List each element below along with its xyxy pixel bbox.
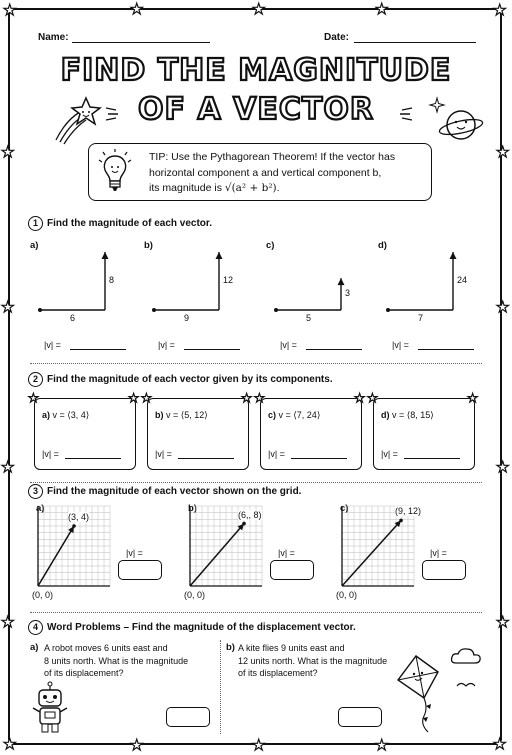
word-problem-line: 12 units north. What is the magnitude	[238, 655, 388, 666]
problem-label: a)	[42, 410, 51, 420]
tail-point	[386, 308, 390, 312]
date-field[interactable]	[354, 42, 476, 43]
tip-period: .	[276, 182, 280, 194]
horizontal-length: 7	[418, 313, 424, 323]
star-icon: ★	[493, 736, 507, 753]
coordinate-grid	[342, 506, 424, 596]
star-icon: ★	[1, 459, 15, 476]
problem-label: d)	[381, 410, 390, 420]
star-icon: ★	[254, 391, 265, 405]
section-divider	[30, 612, 482, 613]
star-icon: ★	[1, 299, 15, 316]
star-icon: ★	[1, 614, 15, 631]
origin-label: (0, 0)	[184, 590, 206, 600]
vector-components: v = ⟨5, 12⟩	[166, 410, 208, 420]
endpoint	[399, 519, 403, 523]
answer-label: |v| =	[381, 449, 398, 459]
vector-arrow	[342, 520, 401, 586]
page-title-line2: OF A VECTOR	[138, 92, 374, 127]
answer-label: |v| =	[155, 449, 172, 459]
star-icon: ★	[252, 737, 266, 754]
shooting-star-icon	[52, 96, 102, 146]
problem-label: c)	[340, 503, 349, 514]
star-icon: ★	[375, 1, 389, 18]
endpoint-label: (3, 4)	[68, 512, 90, 522]
horizontal-length: 6	[70, 313, 76, 323]
origin-label: (0, 0)	[336, 590, 358, 600]
answer-line[interactable]	[404, 458, 460, 459]
section-number: 2	[28, 372, 43, 387]
answer-box[interactable]	[166, 707, 210, 727]
tip-line-2: horizontal component a and vertical component b,	[149, 166, 382, 179]
word-problem-line: A kite flies 9 units east and	[238, 643, 345, 653]
vertical-length: 3	[345, 288, 351, 299]
planet-icon	[438, 104, 484, 144]
word-problem-b-label: b)	[226, 642, 235, 653]
section-divider	[30, 363, 482, 364]
star-icon: ★	[28, 391, 39, 405]
component-question	[42, 410, 89, 421]
answer-label: |v| =	[278, 548, 295, 558]
name-label: Name:	[38, 32, 69, 43]
tail-point	[274, 308, 278, 312]
problem-label: b)	[155, 410, 164, 420]
vertical-length: 12	[223, 275, 234, 285]
origin-label: (0, 0)	[32, 590, 54, 600]
problem-label: d)	[378, 240, 387, 251]
word-problem-line: A robot moves 6 units east and	[44, 643, 168, 653]
tail-point	[152, 308, 156, 312]
star-icon: ★	[496, 614, 510, 631]
word-problem-b-text	[238, 642, 387, 680]
problem-label: a)	[30, 240, 39, 251]
answer-box[interactable]	[338, 707, 382, 727]
arrowhead	[102, 252, 109, 259]
vertical-length: 8	[109, 275, 115, 285]
tip-line-1: TIP: Use the Pythagorean Theorem! If the vector has	[149, 151, 396, 163]
arrowhead	[216, 252, 223, 259]
section-3-heading	[28, 484, 301, 499]
word-problem-line: of its displacement?	[238, 668, 318, 678]
component-diagram	[266, 240, 366, 330]
answer-label: |v| =	[44, 340, 61, 350]
problem-label: c)	[266, 240, 275, 251]
section-4-heading	[28, 620, 356, 635]
bird-icon	[456, 680, 476, 690]
problem-label: c)	[268, 410, 277, 420]
endpoint-label: (9, 12)	[395, 506, 422, 517]
answer-line[interactable]	[184, 349, 240, 350]
answer-label: |v| =	[280, 340, 297, 350]
star-icon: ★	[496, 299, 510, 316]
star-icon: ★	[241, 391, 252, 405]
lightbulb-icon	[97, 148, 133, 196]
section-4-title: Word Problems – Find the magnitude of the displacement vector.	[47, 622, 356, 634]
answer-label: |v| =	[392, 340, 409, 350]
section-1-heading	[28, 216, 212, 231]
section-number: 1	[28, 216, 43, 231]
section-number: 4	[28, 620, 43, 635]
component-diagram	[378, 240, 478, 330]
answer-box[interactable]	[422, 560, 466, 580]
star-icon: ★	[493, 2, 507, 19]
kite-icon	[394, 654, 454, 734]
cloud-icon	[450, 646, 482, 666]
answer-label: |v| =	[268, 449, 285, 459]
tip-formula: √(a² + b²)	[224, 182, 277, 194]
tip-line-3	[149, 181, 429, 197]
answer-box[interactable]	[118, 560, 162, 580]
arrowhead	[450, 252, 457, 259]
answer-box[interactable]	[270, 560, 314, 580]
vector-components: v = ⟨7, 24⟩	[278, 410, 321, 420]
vector-arrow	[190, 524, 244, 586]
page-title-line1: FIND THE MAGNITUDE	[60, 53, 452, 88]
answer-line[interactable]	[306, 349, 362, 350]
component-problem-box	[367, 391, 478, 470]
word-problem-line: 8 units north. What is the magnitude	[44, 655, 189, 666]
answer-line[interactable]	[418, 349, 474, 350]
component-problem-box	[141, 391, 252, 470]
answer-line[interactable]	[291, 458, 347, 459]
star-icon: ★	[496, 144, 510, 161]
component-question	[381, 410, 434, 421]
star-icon: ★	[367, 391, 378, 405]
sparkle-icon	[384, 100, 414, 126]
sparkle-icon	[104, 100, 134, 126]
component-problem-box	[28, 391, 139, 470]
section-divider	[30, 482, 482, 483]
name-field[interactable]	[72, 42, 210, 43]
answer-label: |v| =	[126, 548, 143, 558]
tip-text	[149, 150, 429, 197]
vertical-length: 24	[457, 275, 468, 285]
star-icon: ★	[252, 1, 266, 18]
problem-label: b)	[188, 503, 197, 514]
answer-line[interactable]	[178, 458, 234, 459]
word-problem-line: of its displacement?	[44, 668, 124, 678]
word-problem-a-label: a)	[30, 642, 39, 653]
vector-components: v = ⟨3, 4⟩	[52, 410, 90, 420]
endpoint	[242, 522, 246, 526]
star-icon: ★	[467, 391, 478, 405]
answer-label: |v| =	[158, 340, 175, 350]
answer-line[interactable]	[70, 349, 126, 350]
section-number: 3	[28, 484, 43, 499]
component-diagram	[30, 240, 130, 330]
star-icon: ★	[375, 737, 389, 754]
horizontal-length: 9	[184, 313, 190, 323]
word-problem-divider	[220, 640, 221, 734]
vector-components: v = ⟨8, 15⟩	[392, 410, 434, 420]
endpoint-label: (6,, 8)	[238, 509, 262, 520]
problem-label: a)	[36, 503, 45, 514]
answer-line[interactable]	[65, 458, 121, 459]
horizontal-length: 5	[306, 313, 312, 323]
endpoint	[72, 524, 76, 528]
answer-label: |v| =	[430, 548, 447, 558]
star-icon: ★	[141, 391, 152, 405]
tail-point	[38, 308, 42, 312]
component-diagram	[144, 240, 244, 330]
tip-line-3-text: its magnitude is	[149, 182, 222, 194]
arrowhead	[338, 278, 345, 285]
date-label: Date:	[324, 32, 350, 43]
component-question	[268, 410, 320, 421]
problem-label: b)	[144, 240, 153, 251]
section-1-title: Find the magnitude of each vector.	[47, 218, 213, 230]
star-icon: ★	[3, 736, 17, 753]
component-question	[155, 410, 208, 421]
section-2-title: Find the magnitude of each vector given by its components.	[47, 374, 333, 386]
section-2-heading	[28, 372, 333, 387]
star-icon: ★	[130, 1, 144, 18]
tip-box	[88, 143, 432, 201]
star-icon: ★	[3, 2, 17, 19]
robot-icon	[30, 682, 70, 734]
star-icon: ★	[128, 391, 139, 405]
star-icon: ★	[496, 459, 510, 476]
component-problem-box	[254, 391, 365, 470]
star-icon: ★	[1, 144, 15, 161]
star-icon: ★	[354, 391, 365, 405]
answer-label: |v| =	[42, 449, 59, 459]
section-3-title: Find the magnitude of each vector shown on the grid.	[47, 486, 302, 498]
star-icon: ★	[130, 737, 144, 754]
word-problem-a-text	[44, 642, 188, 680]
